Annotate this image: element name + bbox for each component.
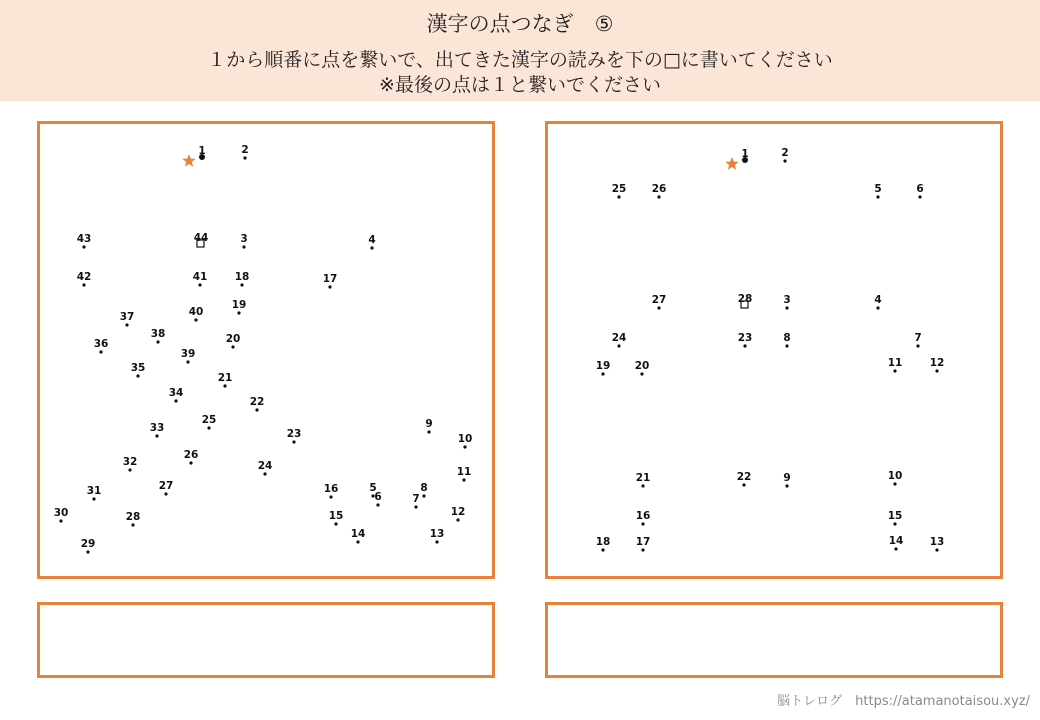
dot-number-label: 4 [874, 294, 882, 306]
dot-20[interactable] [635, 360, 650, 376]
dot-number-label: 10 [887, 470, 903, 482]
dot-24[interactable] [612, 332, 627, 348]
dot-18[interactable] [235, 271, 250, 287]
dot-37[interactable] [120, 311, 135, 327]
dot-2[interactable] [241, 144, 248, 160]
dot-number-label: 17 [635, 536, 651, 548]
dot-23[interactable] [738, 332, 753, 348]
dot-number-label: 14 [888, 535, 904, 547]
dot-number-label: 3 [783, 294, 791, 306]
dot-13[interactable] [430, 528, 445, 544]
page-title: 漢字の点つなぎ ⑤ [426, 12, 614, 36]
dot-25[interactable] [202, 414, 217, 430]
dot-8[interactable] [420, 482, 427, 498]
dot-36[interactable] [94, 338, 109, 354]
dot-number-label: 19 [231, 299, 247, 311]
dot-27[interactable] [652, 294, 667, 310]
dot-25[interactable] [612, 183, 627, 199]
dot-26[interactable] [652, 183, 667, 199]
star-icon [725, 157, 738, 170]
dot-number-label: 24 [257, 460, 273, 472]
dot-number-label: 8 [420, 482, 428, 494]
dot-1[interactable] [182, 145, 205, 167]
dot-8[interactable] [783, 332, 790, 348]
dot-33[interactable] [150, 422, 165, 438]
dot-5[interactable] [874, 183, 881, 199]
dot-number-label: 23 [737, 332, 753, 344]
dot-2[interactable] [781, 147, 788, 163]
dot-number-label: 15 [328, 510, 344, 522]
dot-38[interactable] [151, 328, 166, 344]
dot-28[interactable] [126, 511, 141, 527]
answer-box-2[interactable] [545, 602, 1003, 678]
dot-43[interactable] [77, 233, 92, 249]
dot-number-label: 34 [168, 387, 184, 399]
dot-number-label: 44 [193, 232, 209, 244]
dot-number-label: 43 [76, 233, 92, 245]
dot-number-label: 5 [874, 183, 882, 195]
dot-26[interactable] [184, 449, 199, 465]
dot-number-label: 7 [914, 332, 922, 344]
dot-13[interactable] [930, 536, 945, 552]
dot-number-label: 13 [429, 528, 445, 540]
dot-29[interactable] [81, 538, 96, 554]
header-banner [0, 0, 1040, 101]
dot-number-label: 17 [322, 273, 338, 285]
dot-number-label: 1 [198, 145, 206, 157]
dot-number-label: 25 [201, 414, 217, 426]
dot-35[interactable] [131, 362, 146, 378]
dot-number-label: 26 [183, 449, 199, 461]
dot-3[interactable] [240, 233, 247, 249]
dot-number-label: 27 [651, 294, 667, 306]
dot-14[interactable] [351, 528, 366, 544]
dot-27[interactable] [159, 480, 174, 496]
dot-number-label: 16 [635, 510, 651, 522]
dot-number-label: 6 [374, 491, 382, 503]
dot-number-label: 5 [369, 482, 377, 494]
dot-number-label: 11 [456, 466, 472, 478]
dot-32[interactable] [123, 456, 138, 472]
dot-number-label: 42 [76, 271, 92, 283]
dot-number-label: 4 [368, 234, 376, 246]
footer-credit: 脳トレログ https://atamanotaisou.xyz/ [777, 694, 1030, 709]
dot-number-label: 35 [130, 362, 146, 374]
dot-19[interactable] [232, 299, 247, 315]
dot-number-label: 28 [737, 293, 753, 305]
dot-number-label: 11 [887, 357, 903, 369]
dot-number-label: 12 [450, 506, 466, 518]
dot-number-label: 40 [188, 306, 204, 318]
dot-16[interactable] [324, 483, 339, 499]
dot-17[interactable] [636, 536, 651, 552]
dot-22[interactable] [250, 396, 265, 412]
dot-14[interactable] [889, 535, 904, 551]
dot-12[interactable] [451, 506, 466, 522]
dot-16[interactable] [636, 510, 651, 526]
dot-number-label: 33 [149, 422, 165, 434]
instruction-line-2: ※最後の点は１と繋いでください [379, 74, 661, 96]
dot-1[interactable] [725, 148, 748, 170]
dot-number-label: 38 [150, 328, 166, 340]
dot-4[interactable] [368, 234, 375, 250]
dot-number-label: 18 [595, 536, 611, 548]
dot-number-label: 12 [929, 357, 945, 369]
dot-39[interactable] [181, 348, 196, 364]
dot-number-label: 26 [651, 183, 667, 195]
dot-number-label: 1 [741, 148, 749, 160]
dot-7[interactable] [914, 332, 921, 348]
dot-31[interactable] [87, 485, 102, 501]
dot-23[interactable] [287, 428, 302, 444]
dot-11[interactable] [457, 466, 472, 482]
dot-9[interactable] [783, 472, 790, 488]
dot-number-label: 31 [86, 485, 102, 497]
dot-21[interactable] [218, 372, 233, 388]
dot-number-label: 36 [93, 338, 109, 350]
dot-number-label: 14 [350, 528, 366, 540]
dot-number-label: 16 [323, 483, 339, 495]
dot-number-label: 19 [595, 360, 611, 372]
dot-puzzle-1[interactable] [40, 124, 492, 576]
dot-42[interactable] [77, 271, 92, 287]
dot-number-label: 9 [783, 472, 791, 484]
dot-34[interactable] [169, 387, 184, 403]
dot-number-label: 8 [783, 332, 791, 344]
dot-number-label: 41 [192, 271, 208, 283]
dot-number-label: 9 [425, 418, 433, 430]
puzzle-panel-1 [37, 121, 495, 579]
dot-number-label: 18 [234, 271, 250, 283]
dot-44[interactable] [194, 232, 209, 247]
dot-number-label: 2 [781, 147, 789, 159]
dot-10[interactable] [458, 433, 473, 449]
star-icon [182, 154, 195, 167]
instruction-line-1: １から順番に点を繋いで、出てきた漢字の読みを下の□に書いてください [207, 49, 833, 71]
dot-number-label: 27 [158, 480, 174, 492]
dot-number-label: 23 [286, 428, 302, 440]
puzzle-panel-2 [545, 121, 1003, 579]
dot-11[interactable] [888, 357, 903, 373]
dot-number-label: 21 [635, 472, 651, 484]
dot-number-label: 3 [240, 233, 248, 245]
dot-41[interactable] [193, 271, 208, 287]
dot-12[interactable] [930, 357, 945, 373]
dot-number-label: 24 [611, 332, 627, 344]
dot-number-label: 22 [249, 396, 265, 408]
dot-7[interactable] [412, 493, 419, 509]
dot-number-label: 13 [929, 536, 945, 548]
dot-15[interactable] [329, 510, 344, 526]
dot-number-label: 2 [241, 144, 249, 156]
dot-number-label: 25 [611, 183, 627, 195]
dot-number-label: 29 [80, 538, 96, 550]
dot-number-label: 37 [119, 311, 135, 323]
dot-17[interactable] [323, 273, 338, 289]
dot-15[interactable] [888, 510, 903, 526]
dot-number-label: 10 [457, 433, 473, 445]
dot-number-label: 39 [180, 348, 196, 360]
dot-number-label: 15 [887, 510, 903, 522]
dot-22[interactable] [737, 471, 752, 487]
dot-3[interactable] [783, 294, 790, 310]
answer-box-1[interactable] [37, 602, 495, 678]
dot-number-label: 22 [736, 471, 752, 483]
dot-6[interactable] [916, 183, 923, 199]
dot-30[interactable] [54, 507, 69, 523]
dot-21[interactable] [636, 472, 651, 488]
dot-28[interactable] [738, 293, 753, 308]
dot-4[interactable] [874, 294, 881, 310]
dot-number-label: 30 [53, 507, 69, 519]
dot-number-label: 28 [125, 511, 141, 523]
dot-18[interactable] [596, 536, 611, 552]
dot-19[interactable] [596, 360, 611, 376]
dot-number-label: 6 [916, 183, 924, 195]
dot-number-label: 20 [634, 360, 650, 372]
dot-number-label: 7 [412, 493, 420, 505]
dot-number-label: 32 [122, 456, 138, 468]
dot-20[interactable] [226, 333, 241, 349]
dot-6[interactable] [374, 491, 381, 507]
dot-40[interactable] [189, 306, 204, 322]
dot-number-label: 20 [225, 333, 241, 345]
dot-puzzle-2[interactable] [548, 124, 1000, 576]
dot-9[interactable] [425, 418, 432, 434]
dot-10[interactable] [888, 470, 903, 486]
dot-24[interactable] [258, 460, 273, 476]
dot-number-label: 21 [217, 372, 233, 384]
